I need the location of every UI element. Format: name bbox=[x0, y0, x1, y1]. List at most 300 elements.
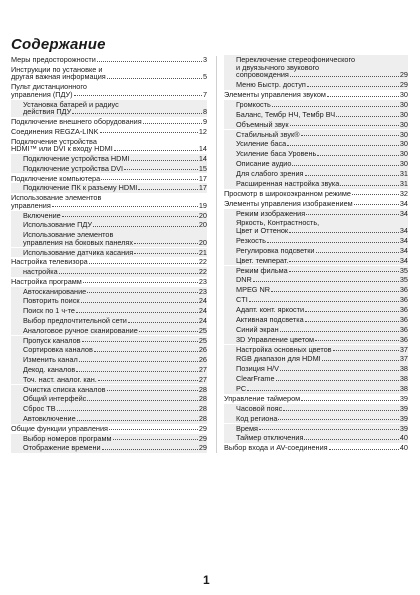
toc-entry-text: PC bbox=[236, 384, 247, 394]
toc-page-number: 34 bbox=[399, 198, 408, 208]
toc-subentry[interactable] bbox=[224, 210, 408, 218]
dot-leader bbox=[305, 320, 399, 322]
toc-subentry[interactable] bbox=[11, 337, 207, 345]
toc-page-number: 25 bbox=[198, 325, 207, 335]
toc-entry-text: Баланс, Тембр НЧ, Тембр ВЧ bbox=[236, 109, 336, 119]
dot-leader bbox=[315, 339, 399, 341]
toc-page-number: 28 bbox=[198, 384, 207, 394]
toc-entry-line bbox=[11, 128, 207, 136]
toc-subentry[interactable] bbox=[11, 249, 207, 257]
toc-page-number: 30 bbox=[399, 119, 408, 129]
toc-page-number: 27 bbox=[198, 374, 207, 384]
dot-leader bbox=[289, 260, 398, 262]
dot-leader bbox=[107, 389, 198, 391]
toc-subentry[interactable] bbox=[224, 140, 408, 148]
toc-entry-line bbox=[11, 278, 207, 286]
dot-leader bbox=[278, 418, 398, 420]
toc-entry-line bbox=[23, 337, 207, 345]
toc-page-number: 21 bbox=[198, 247, 207, 257]
toc-entry-text: Очистка списка каналов bbox=[23, 384, 106, 394]
dot-leader bbox=[94, 350, 198, 352]
toc-subentry[interactable] bbox=[11, 288, 207, 296]
toc-entry-text: Настройка программ bbox=[11, 276, 82, 286]
dot-leader bbox=[322, 359, 399, 361]
toc-entry-line bbox=[224, 91, 408, 99]
dot-leader bbox=[287, 144, 399, 146]
toc-entry[interactable] bbox=[11, 83, 207, 98]
toc-subentry[interactable] bbox=[224, 385, 408, 393]
toc-subentry[interactable] bbox=[224, 355, 408, 363]
toc-subentry[interactable] bbox=[11, 376, 207, 384]
toc-page-number: 29 bbox=[198, 443, 207, 453]
toc-page-number: 29 bbox=[198, 433, 207, 443]
toc-page-number: 23 bbox=[198, 286, 207, 296]
toc-page-number: 38 bbox=[399, 384, 408, 394]
toc-entry-line bbox=[236, 170, 408, 178]
toc-entry-line bbox=[23, 317, 207, 325]
toc-subentry[interactable] bbox=[224, 150, 408, 158]
toc-entry-line bbox=[11, 258, 207, 266]
toc-page-number: 22 bbox=[198, 257, 207, 267]
toc-entry-line bbox=[11, 202, 207, 210]
toc-entry-text: CTI bbox=[236, 295, 248, 305]
toc-entry-line bbox=[23, 155, 207, 163]
toc-entry-text: DNR bbox=[236, 275, 252, 285]
toc-entry[interactable] bbox=[11, 118, 207, 126]
toc-page-number: 35 bbox=[399, 265, 408, 275]
toc-page-number: 26 bbox=[198, 355, 207, 365]
toc-entry-text: Позиция H/V bbox=[236, 364, 280, 374]
toc-page-number: 39 bbox=[399, 413, 408, 423]
toc-entry[interactable] bbox=[224, 91, 408, 99]
toc-entry-text: Описание аудио bbox=[236, 159, 292, 169]
toc-subentry[interactable] bbox=[11, 317, 207, 325]
toc-entry[interactable] bbox=[11, 138, 207, 153]
toc-entry-line bbox=[236, 306, 408, 314]
toc-entry[interactable] bbox=[11, 258, 207, 266]
toc-subentry[interactable] bbox=[224, 346, 408, 354]
toc-subentry[interactable] bbox=[11, 366, 207, 374]
toc-entry-text: Расширенная настройка звука bbox=[236, 178, 340, 188]
toc-entry-text: другая важная информация bbox=[11, 72, 106, 82]
toc-page-number: 17 bbox=[198, 173, 207, 183]
toc-entry-line bbox=[23, 165, 207, 173]
toc-page-number: 36 bbox=[399, 324, 408, 334]
toc-entry-line bbox=[236, 415, 408, 423]
toc-entry-text: Подключение ПК к разъему HDMI bbox=[23, 183, 138, 193]
dot-leader bbox=[87, 291, 198, 293]
toc-page-number: 38 bbox=[399, 364, 408, 374]
toc-subentry[interactable] bbox=[224, 306, 408, 314]
toc-page-number: 12 bbox=[198, 126, 207, 136]
toc-subentry[interactable] bbox=[224, 365, 408, 373]
toc-entry-line bbox=[23, 327, 207, 335]
toc-page-number: 26 bbox=[198, 345, 207, 355]
dot-leader bbox=[304, 438, 398, 440]
toc-subentry[interactable] bbox=[11, 307, 207, 315]
toc-entry-line bbox=[23, 366, 207, 374]
toc-subentry[interactable] bbox=[224, 326, 408, 334]
dot-leader bbox=[100, 131, 198, 133]
dot-leader bbox=[306, 213, 399, 215]
toc-page-number: 37 bbox=[399, 344, 408, 354]
dot-leader bbox=[259, 428, 399, 430]
toc-entry-line bbox=[23, 395, 207, 403]
dot-leader bbox=[81, 301, 198, 303]
dot-leader bbox=[59, 272, 198, 274]
toc-entry-line bbox=[236, 81, 408, 89]
toc-entry-text: Отображение времени bbox=[23, 443, 101, 453]
toc-entry-line bbox=[224, 395, 408, 403]
toc-subentry[interactable] bbox=[224, 415, 408, 423]
toc-subentry[interactable] bbox=[224, 425, 408, 433]
toc-entry-line bbox=[236, 160, 408, 168]
toc-entry-text: Выбор предпочтительной сети bbox=[23, 316, 127, 326]
toc-subentry[interactable] bbox=[11, 101, 207, 116]
toc-page-number: 39 bbox=[399, 403, 408, 413]
toc-page-number: 19 bbox=[198, 200, 207, 210]
page-title: Содержание bbox=[11, 36, 106, 53]
toc-entry-text: Соединения REGZA-LINK bbox=[11, 126, 99, 136]
toc-entry-text: Режим фильма bbox=[236, 265, 288, 275]
toc-subentry[interactable] bbox=[11, 184, 207, 192]
toc-subentry[interactable] bbox=[11, 356, 207, 364]
toc-entry-text: Инструкции по установке и bbox=[11, 64, 103, 74]
toc-subentry[interactable] bbox=[224, 237, 408, 245]
toc-entry-line bbox=[23, 108, 207, 116]
toc-page-number: 34 bbox=[399, 245, 408, 255]
toc-entry[interactable] bbox=[11, 66, 207, 81]
toc-entry-line bbox=[236, 346, 408, 354]
dot-leader bbox=[289, 270, 399, 272]
dot-leader bbox=[134, 242, 198, 244]
toc-entry[interactable] bbox=[11, 128, 207, 136]
toc-page-number: 31 bbox=[399, 169, 408, 179]
toc-entry-text: Стабильный звук® bbox=[236, 129, 300, 139]
toc-entry-text: ClearFrame bbox=[236, 374, 275, 384]
toc-entry-line bbox=[11, 56, 207, 64]
dot-leader bbox=[52, 205, 198, 207]
dot-leader bbox=[89, 262, 198, 264]
toc-subentry[interactable] bbox=[224, 276, 408, 284]
toc-page-number: 17 bbox=[198, 183, 207, 193]
toc-entry-text: Объемный звук bbox=[236, 119, 289, 129]
toc-entry-line bbox=[23, 268, 207, 276]
dot-leader bbox=[283, 409, 399, 411]
dot-leader bbox=[109, 428, 198, 430]
toc-subentry[interactable] bbox=[224, 170, 408, 178]
toc-entry-line bbox=[224, 190, 408, 198]
toc-entry-line bbox=[11, 425, 207, 433]
toc-entry-line bbox=[23, 249, 207, 257]
toc-entry-text: Настройка основных цветов bbox=[236, 344, 332, 354]
toc-entry-text: Резкость bbox=[236, 235, 266, 245]
toc-entry[interactable] bbox=[224, 444, 408, 452]
toc-entry-text: Меры предосторожности bbox=[11, 55, 96, 64]
toc-entry-line bbox=[11, 91, 207, 99]
toc-entry-line bbox=[236, 296, 408, 304]
toc-page-number: 31 bbox=[399, 178, 408, 188]
toc-page-number: 28 bbox=[198, 414, 207, 424]
toc-entry-line bbox=[236, 237, 408, 245]
dot-leader bbox=[301, 134, 399, 136]
toc-entry-text: Использование элементов bbox=[11, 193, 102, 203]
toc-entry-text: Подключение внешнего оборудования bbox=[11, 116, 142, 126]
toc-entry-text: 3D Управление цветом bbox=[236, 334, 315, 344]
toc-page-number: 39 bbox=[399, 393, 408, 403]
toc-entry-text: Использование ПДУ bbox=[23, 220, 93, 230]
toc-entry-text: Использование датчика касания bbox=[23, 247, 134, 257]
toc-page-number: 40 bbox=[399, 433, 408, 443]
page-number: 1 bbox=[203, 573, 210, 587]
toc-entry-text: управления на боковых панелях bbox=[23, 237, 134, 247]
toc-entry-text: Управление таймером bbox=[224, 393, 301, 403]
toc-page-number: 30 bbox=[399, 129, 408, 139]
toc-entry-line bbox=[236, 247, 408, 255]
toc-subentry[interactable] bbox=[224, 81, 408, 89]
toc-subentry[interactable] bbox=[11, 395, 207, 403]
toc-entry-text: Усиление баса Уровень bbox=[236, 149, 317, 159]
toc-entry-text: управления (ПДУ) bbox=[11, 89, 73, 99]
toc-subentry[interactable] bbox=[11, 212, 207, 220]
toc-entry-text: Общий интерфейс bbox=[23, 394, 87, 404]
toc-entry-text: и двуязычного звукового bbox=[236, 62, 320, 72]
toc-entry-line bbox=[23, 376, 207, 384]
toc-entry-line bbox=[236, 375, 408, 383]
toc-entry-text: Декод. каналов bbox=[23, 365, 76, 375]
toc-page-number: 15 bbox=[198, 163, 207, 173]
toc-page-number: 8 bbox=[202, 107, 207, 117]
dot-leader bbox=[290, 124, 399, 126]
dot-leader bbox=[62, 215, 198, 217]
toc-entry-text: Переключение стереофонического bbox=[236, 55, 356, 64]
toc-entry-text: сопровождения bbox=[236, 70, 289, 80]
toc-subentry[interactable] bbox=[224, 375, 408, 383]
toc-entry-text: Настройка телевизора bbox=[11, 257, 88, 267]
dot-leader bbox=[333, 349, 399, 351]
toc-subentry[interactable] bbox=[224, 219, 408, 234]
toc-entry[interactable] bbox=[11, 194, 207, 209]
toc-subentry[interactable] bbox=[224, 131, 408, 139]
toc-entry-text: Подключение компьютера bbox=[11, 173, 101, 183]
toc-page-number: 36 bbox=[399, 305, 408, 315]
toc-entry-text: Усиление баса bbox=[236, 139, 287, 149]
toc-entry-text: Подключение устройства DVI bbox=[23, 163, 124, 173]
toc-entry-text: Время bbox=[236, 423, 258, 433]
toc-subentry[interactable] bbox=[224, 267, 408, 275]
toc-entry-line bbox=[236, 210, 408, 218]
toc-entry-text: Поиск по 1 ч-те bbox=[23, 306, 75, 316]
toc-subentry[interactable] bbox=[11, 435, 207, 443]
toc-entry-text: Подключение устройства bbox=[11, 136, 97, 146]
toc-entry-text: Использование элементов bbox=[23, 230, 114, 240]
toc-entry-text: Цвет и Оттенок bbox=[236, 226, 289, 236]
toc-entry-line bbox=[23, 288, 207, 296]
dot-leader bbox=[280, 369, 399, 371]
toc-entry-line bbox=[236, 405, 408, 413]
toc-entry-line bbox=[11, 145, 207, 153]
dot-leader bbox=[131, 159, 198, 161]
toc-entry-line bbox=[236, 276, 408, 284]
toc-entry[interactable] bbox=[224, 190, 408, 198]
toc-entry-line bbox=[11, 118, 207, 126]
dot-leader bbox=[101, 178, 198, 180]
dot-leader bbox=[93, 225, 198, 227]
toc-page-number: 34 bbox=[399, 235, 408, 245]
dot-leader bbox=[317, 154, 399, 156]
toc-entry-line bbox=[236, 326, 408, 334]
toc-entry-line bbox=[236, 385, 408, 393]
toc-entry[interactable] bbox=[224, 200, 408, 208]
toc-subentry[interactable] bbox=[224, 286, 408, 294]
toc-page-number: 36 bbox=[399, 295, 408, 305]
dot-leader bbox=[272, 105, 399, 107]
toc-entry[interactable] bbox=[11, 56, 207, 64]
dot-leader bbox=[143, 122, 202, 124]
dot-leader bbox=[107, 77, 202, 79]
column-divider bbox=[216, 56, 217, 453]
dot-leader bbox=[139, 330, 198, 332]
toc-page-number: 23 bbox=[198, 276, 207, 286]
toc-subentry[interactable] bbox=[11, 155, 207, 163]
toc-entry[interactable] bbox=[11, 278, 207, 286]
toc-page-number: 37 bbox=[399, 354, 408, 364]
toc-subentry[interactable] bbox=[11, 327, 207, 335]
toc-subentry[interactable] bbox=[224, 121, 408, 129]
toc-page-number: 36 bbox=[399, 285, 408, 295]
toc-entry-text: Код региона bbox=[236, 413, 278, 423]
toc-entry-text: Пульт дистанционного bbox=[11, 82, 87, 92]
toc-entry[interactable] bbox=[11, 175, 207, 183]
toc-page-number: 9 bbox=[202, 116, 207, 126]
toc-entry-line bbox=[236, 365, 408, 373]
toc-entry-line bbox=[23, 386, 207, 394]
toc-subentry[interactable] bbox=[224, 111, 408, 119]
toc-entry-line bbox=[23, 212, 207, 220]
toc-entry-line bbox=[11, 175, 207, 183]
dot-leader bbox=[307, 85, 399, 87]
toc-page-number: 30 bbox=[399, 139, 408, 149]
toc-subentry[interactable] bbox=[11, 386, 207, 394]
toc-entry-text: Точ. наст. аналог. кан. bbox=[23, 374, 97, 384]
dot-leader bbox=[336, 115, 399, 117]
toc-subentry[interactable] bbox=[224, 405, 408, 413]
dot-leader bbox=[79, 360, 198, 362]
dot-leader bbox=[114, 149, 198, 151]
toc-page-number: 29 bbox=[198, 423, 207, 433]
toc-page-number: 3 bbox=[202, 55, 207, 64]
toc-entry-line bbox=[23, 184, 207, 192]
toc-subentry[interactable] bbox=[11, 221, 207, 229]
dot-leader bbox=[249, 300, 399, 302]
toc-entry-text: Пропуск каналов bbox=[23, 335, 81, 345]
toc-entry-line bbox=[236, 121, 408, 129]
toc-entry-text: Часовой пояс bbox=[236, 403, 283, 413]
toc-entry-line bbox=[236, 140, 408, 148]
dot-leader bbox=[354, 203, 399, 205]
toc-entry-text: Цвет. температ. bbox=[236, 255, 289, 265]
toc-page-number: 30 bbox=[399, 90, 408, 100]
toc-entry-text: Меню Быстр. доступ bbox=[236, 80, 306, 90]
toc-entry-text: Активная подсветка bbox=[236, 314, 304, 324]
toc-subentry[interactable] bbox=[224, 101, 408, 109]
toc-subentry[interactable] bbox=[11, 346, 207, 354]
toc-subentry[interactable] bbox=[224, 257, 408, 265]
dot-leader bbox=[102, 448, 198, 450]
toc-entry-line bbox=[236, 101, 408, 109]
toc-entry-line bbox=[224, 444, 408, 452]
toc-entry-text: Сортировка каналов bbox=[23, 345, 93, 355]
toc-subentry[interactable] bbox=[224, 316, 408, 324]
toc-entry-text: HDMI™ или DVI к входу HDMI bbox=[11, 144, 113, 154]
toc-entry-line bbox=[236, 267, 408, 275]
toc-page-number: 14 bbox=[198, 144, 207, 154]
toc-page-number: 34 bbox=[399, 226, 408, 236]
dot-leader bbox=[276, 379, 399, 381]
toc-page-number: 29 bbox=[399, 70, 408, 80]
toc-subentry[interactable] bbox=[224, 56, 408, 79]
toc-page-number: 35 bbox=[399, 275, 408, 285]
toc-entry[interactable] bbox=[11, 425, 207, 433]
toc-subentry[interactable] bbox=[11, 231, 207, 246]
toc-entry-line bbox=[224, 200, 408, 208]
toc-page-number: 40 bbox=[399, 443, 408, 453]
toc-entry-line bbox=[236, 131, 408, 139]
toc-entry-line bbox=[236, 434, 408, 442]
toc-subentry[interactable] bbox=[11, 415, 207, 423]
toc-subentry[interactable] bbox=[224, 180, 408, 188]
toc-entry-text: MPEG NR bbox=[236, 285, 271, 295]
dot-leader bbox=[97, 60, 202, 62]
toc-entry-text: Для слабого зрения bbox=[236, 169, 304, 179]
toc-subentry[interactable] bbox=[224, 160, 408, 168]
toc-page-number: 25 bbox=[198, 335, 207, 345]
dot-leader bbox=[74, 94, 202, 96]
dot-leader bbox=[83, 281, 198, 283]
dot-leader bbox=[292, 164, 399, 166]
toc-subentry[interactable] bbox=[11, 268, 207, 276]
toc-subentry[interactable] bbox=[224, 434, 408, 442]
toc-entry[interactable] bbox=[224, 395, 408, 403]
toc-subentry[interactable] bbox=[11, 444, 207, 452]
toc-subentry[interactable] bbox=[11, 405, 207, 413]
toc-entry-text: Регулировка подсветки bbox=[236, 245, 315, 255]
dot-leader bbox=[301, 399, 399, 401]
toc-subentry[interactable] bbox=[224, 247, 408, 255]
toc-entry-line bbox=[23, 239, 207, 247]
toc-entry-text: Громкость bbox=[236, 99, 271, 109]
toc-entry-line bbox=[23, 297, 207, 305]
toc-subentry[interactable] bbox=[11, 297, 207, 305]
toc-entry-text: настройка bbox=[23, 267, 58, 277]
dot-leader bbox=[138, 188, 198, 190]
dot-leader bbox=[271, 290, 399, 292]
toc-entry-text: RGB диапазон для HDMI bbox=[236, 354, 321, 364]
dot-leader bbox=[340, 184, 399, 186]
toc-entry-text: Установка батарей и радиус bbox=[23, 99, 119, 109]
toc-entry-line bbox=[23, 405, 207, 413]
toc-page-number: 28 bbox=[198, 394, 207, 404]
dot-leader bbox=[290, 75, 399, 77]
dot-leader bbox=[305, 174, 399, 176]
toc-entry-text: Аналоговое ручное сканирование bbox=[23, 325, 138, 335]
toc-subentry[interactable] bbox=[11, 165, 207, 173]
dot-leader bbox=[267, 241, 399, 243]
toc-subentry[interactable] bbox=[224, 296, 408, 304]
dot-leader bbox=[329, 448, 399, 450]
toc-entry-line bbox=[236, 286, 408, 294]
toc-subentry[interactable] bbox=[224, 336, 408, 344]
